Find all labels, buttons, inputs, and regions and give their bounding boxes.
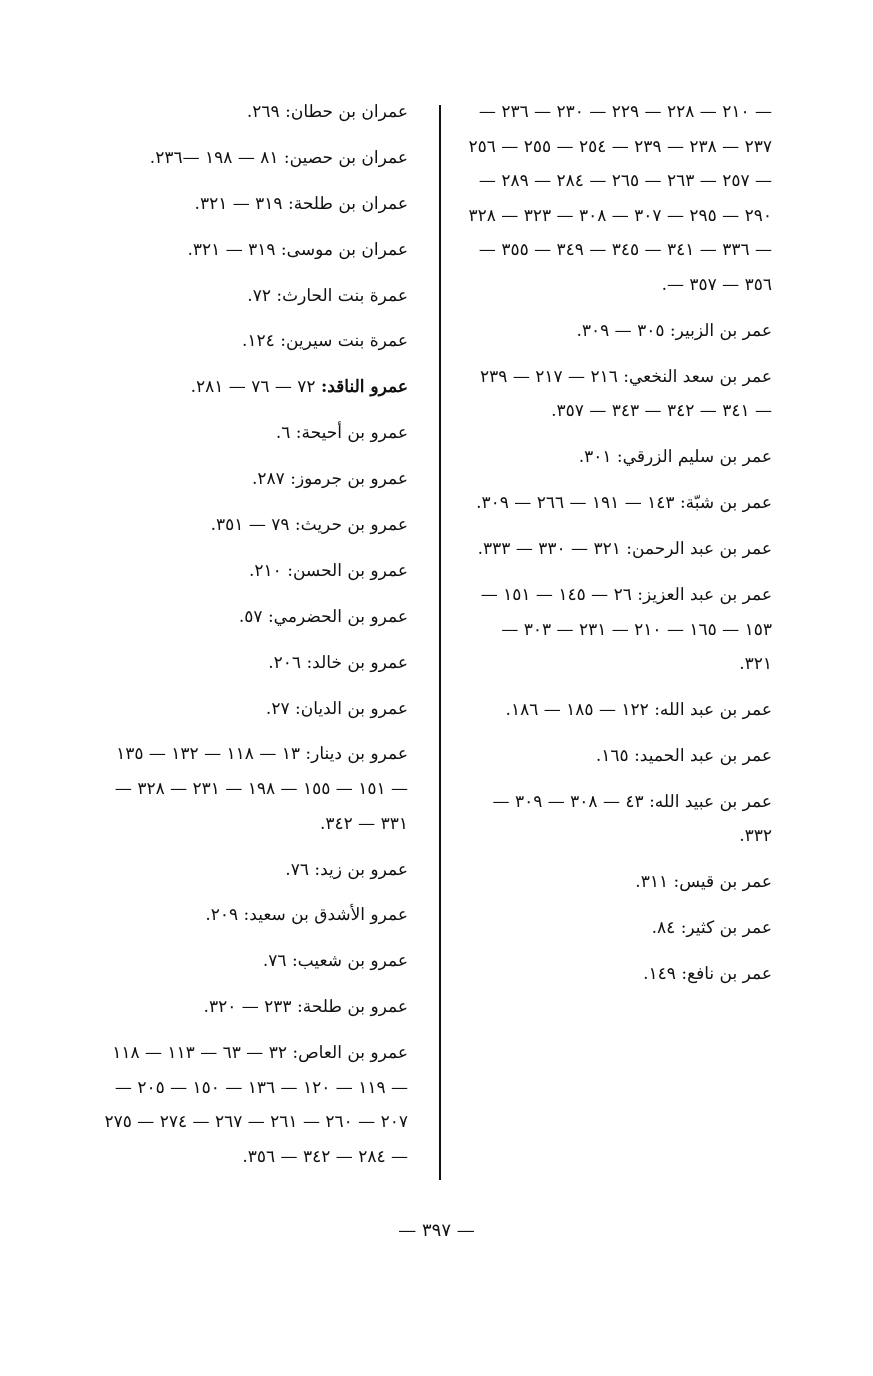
index-entry [466,693,772,728]
entry-name: عمران بن طلحة: [287,193,408,214]
entry-page-refs: ٢٦٩. [246,102,280,122]
entry-name: عمر بن نافع: [681,964,772,985]
entry-name: عمر بن عبد الحميد: [634,745,772,766]
entry-page-refs: ١٦٥. [595,745,629,766]
entry-page-refs: ٢٣٣ — ٣٢٠. [203,997,292,1018]
entry-name: عمرو بن زيد: [314,859,408,880]
entry-page-refs: ٣٠١. [578,447,612,468]
index-entry [96,508,408,543]
entry-name: عمرو بن خالد: [306,652,408,673]
index-entry [466,739,772,774]
index-entry [466,314,772,349]
index-entry [96,944,408,979]
entry-page-refs: ٢٨٧. [252,469,285,490]
index-entry [96,233,408,268]
entry-name: عمرو بن الديان: [295,698,408,719]
entry-page-refs: ٢٧. [265,698,290,719]
index-entry [466,957,772,992]
entry-page-refs: ٤٣ — ٣٠٨ — ٣٠٩ — ٣٣٢. [492,791,772,847]
entry-name: عمر بن سعد النخعي: [623,366,772,387]
entry-page-refs: — ٢١٠ — ٢٢٨ — ٢٢٩ — ٢٣٠ — ٢٣٦ — ٢٣٧ — ٢٣٨ — ٢٣٩ — ٢٥٤ — ٢٥٥ — ٢٥٦ — ٢٥٧ — ٢٦٣ — ٢٦٥ — ٢٨٤ — ٢٨٩ — ٢٩٠ — ٢٩٥ — ٣٠٧ — ٣٠٨ — ٣٢٣ — ٣٢٨ — ٣٣٦ — ٣٤١ — ٣٤٥ — ٣٤٩ — ٣٥٥ — ٣٥٦ — ٣٥٧ —. [468,102,772,295]
entry-name: عمرو بن جرموز: [290,469,408,490]
entry-page-refs: ٧٢ — ٧٦ — ٢٨١. [190,377,316,398]
entry-name: عمر بن عبيد الله: [649,791,772,812]
index-entry [96,737,408,841]
index-entry [466,486,772,521]
entry-name: عمرو الناقد: [320,377,408,398]
entry-name: عمر بن قيس: [673,872,772,893]
entry-name: عمرو بن دينار: [305,744,408,765]
entry-name: عمرو بن العاص: [292,1043,408,1064]
entry-name: عمرو الأشدق بن سعيد: [243,905,408,926]
index-entry [466,440,772,475]
entry-name: عمرو بن أحيحة: [295,423,408,444]
entry-page-refs: ٦. [275,423,291,444]
entry-page-refs: ٢١٦ — ٢١٧ — ٢٣٩ — ٣٤١ — ٣٤٢ — ٣٤٣ — ٣٥٧. [480,366,772,422]
entry-page-refs: ٧٢. [247,285,271,306]
entry-name: عمرو بن الحسن: [287,560,408,581]
index-entry [96,416,408,451]
entry-page-refs: ٧٦. [285,859,309,880]
entry-name: عمر بن سليم الزرقي: [616,447,772,468]
entry-name: عمرة بنت سيرين: [280,331,408,352]
entry-name: عمرو بن حريث: [294,515,408,536]
entry-name: عمر بن عبد العزيز: [637,584,772,605]
entry-name: عمرو بن الحضرمي: [267,606,408,627]
index-entry [96,1036,408,1174]
entry-page-refs: ٥٧. [238,606,263,627]
left-index-column [96,95,408,1186]
entry-page-refs: ٨٤. [651,918,676,939]
entry-page-refs: ٣٠٥ — ٣٠٩. [576,320,665,341]
index-entry [466,911,772,946]
index-entry [96,141,408,176]
index-entry [96,990,408,1025]
index-entry [96,95,408,130]
entry-page-refs: ٢٠٩. [205,905,239,926]
entry-name: عمران بن موسى: [280,239,408,260]
entry-name: عمر بن الزبير: [669,320,772,341]
index-entry [96,187,408,222]
entry-page-refs: ٣٢ — ٦٣ — ١١٣ — ١١٨ — ١١٩ — ١٢٠ — ١٣٦ — ١٥٠ — ٢٠٥ — ٢٠٧ — ٢٦٠ — ٢٦١ — ٢٦٧ — ٢٧٤ — ٢٧٥ — ٢٨٤ — ٣٤٢ — ٣٥٦. [104,1043,408,1167]
entry-name: عمرة بنت الحارث: [276,285,408,306]
index-entry [466,785,772,854]
entry-page-refs: ٣١٩ — ٣٢١. [187,239,276,260]
index-entry [96,279,408,314]
index-entry [96,554,408,589]
entry-page-refs: ٨١ — ١٩٨ —٢٣٦. [149,147,279,168]
index-entry [466,360,772,429]
index-entry [466,578,772,682]
entry-page-refs: ٣٢١ — ٣٣٠ — ٣٣٣. [477,539,621,560]
index-entry [466,95,772,303]
entry-name: عمران بن حطان: [285,102,408,122]
index-entry [96,462,408,497]
index-entry [96,853,408,888]
entry-page-refs: ٧٦. [262,951,287,972]
index-entry [96,600,408,635]
entry-page-refs: ٧٩ — ٣٥١. [210,515,290,536]
entry-name: عمر بن شبّة: [679,493,772,514]
entry-page-refs: ١٢٢ — ١٨٥ — ١٨٦. [505,699,649,720]
entry-page-refs: ٢٦ — ١٤٥ — ١٥١ — ١٥٣ — ١٦٥ — ٢١٠ — ٢٣١ — ٣٠٣ — ٣٢١. [480,584,772,675]
entry-page-refs: ١٤٣ — ١٩١ — ٢٦٦ — ٣٠٩. [476,493,675,514]
entry-page-refs: ١٤٩. [643,964,676,985]
entry-name: عمران بن حصين: [283,147,408,168]
index-entry [96,898,408,933]
entry-page-refs: ٢٠٦. [268,652,302,673]
index-entry [96,646,408,681]
entry-page-refs: ٣١١. [635,872,669,893]
page-number: — ٣٩٧ — [398,1220,475,1241]
column-divider [439,105,441,1180]
entry-name: عمرو بن شعيب: [291,951,408,972]
entry-page-refs: ٣١٩ — ٣٢١. [194,193,283,214]
entry-name: عمر بن عبد الرحمن: [626,539,772,560]
right-index-column [466,95,772,1003]
index-entry [96,324,408,359]
entry-page-refs: ١٣ — ١١٨ — ١٣٢ — ١٣٥ — ١٥١ — ١٥٥ — ١٩٨ — ٢٣١ — ٣٢٨ — ٣٣١ — ٣٤٢. [114,744,408,834]
index-entry [96,692,408,727]
index-entry [466,532,772,567]
entry-name: عمر بن كثير: [680,918,772,939]
index-entry [96,370,408,405]
entry-page-refs: ١٢٤. [242,331,275,352]
entry-name: عمر بن عبد الله: [654,699,772,720]
entry-page-refs: ٢١٠. [249,560,282,581]
entry-name: عمرو بن طلحة: [296,997,408,1018]
index-entry [466,865,772,900]
